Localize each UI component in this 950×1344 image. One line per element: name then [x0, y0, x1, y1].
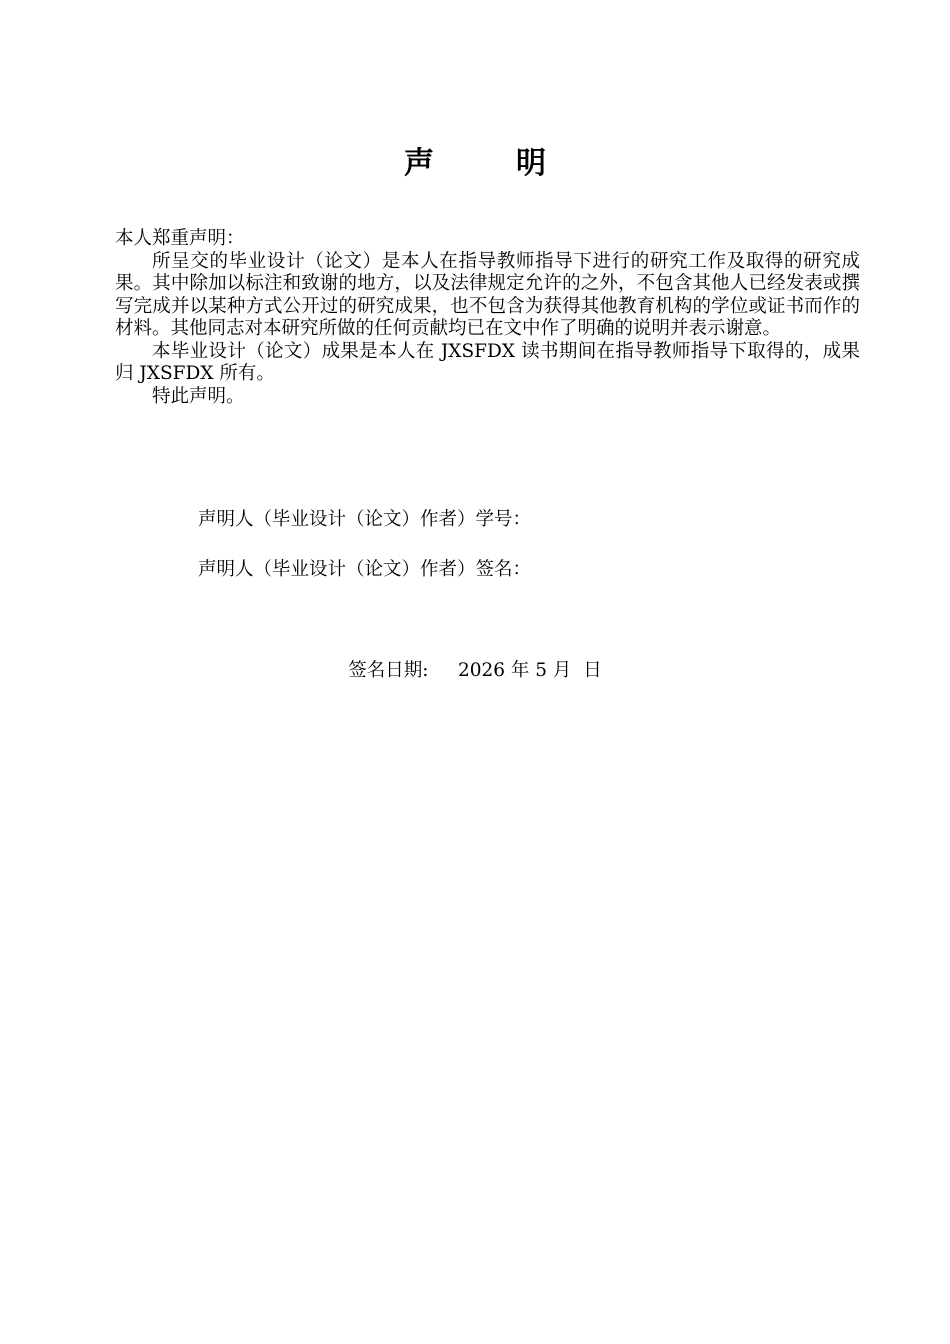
date-value: 2026 年 5 月 日 — [457, 660, 602, 681]
declaration-body — [115, 228, 860, 408]
paragraph-originality: 所呈交的毕业设计（论文）是本人在指导教师指导下进行的研究工作及取得的研究成果。其中除加以标注和致谢的地方，以及法律规定允许的之外，不包含其他人已经发表或撰写完成并以某种方式公开过的研究成果，也不包含为获得其他教育机构的学位或证书而作的材料。其他同志对本研究所做的任何贡献均已在文中作了明确的说明并表示谢意。 — [115, 250, 860, 339]
signature-label: 声明人（毕业设计（论文）作者）签名： — [198, 559, 532, 580]
signature-date — [0, 659, 950, 683]
paragraph-ownership: 本毕业设计（论文）成果是本人在 JXSFDX 读书期间在指导教师指导下取得的，成果归 JXSFDX 所有。 — [115, 340, 860, 384]
page-title: 声明 — [404, 146, 628, 181]
student-id-label: 声明人（毕业设计（论文）作者）学号： — [198, 509, 532, 530]
closing-line: 特此声明。 — [152, 385, 245, 407]
opening-line: 本人郑重声明： — [115, 228, 245, 249]
date-label: 签名日期: — [348, 660, 429, 681]
